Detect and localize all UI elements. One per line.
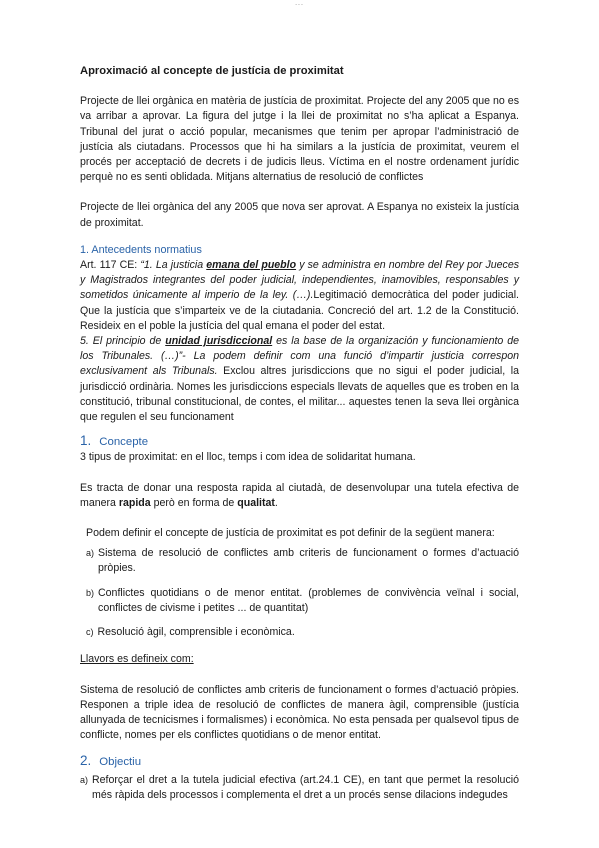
list-item-text: Conflictes quotidians o de menor entitat. (problemes de convivència veïnal i social, conflictes de civisme i petites ... de quantitat) (98, 586, 519, 614)
list-item (80, 546, 519, 576)
list-marker: a) (86, 548, 95, 559)
document-page (80, 64, 519, 803)
concepte-proximity-types: 3 tipus de proximitat: en el lloc, temps i com idea de solidaritat humana. (80, 451, 416, 464)
response-text-c: però en forma de (150, 496, 238, 509)
quote-1-commentary: Legitimació democràtica del poder judicial. Que la justícia que s’imparteix ve de la ciutadania. Concreció del art. 1.2 de la Constitució. Resideix en el poble la justícia del qual emana el poder del estat. (80, 289, 519, 332)
response-text-a: Es tracta de donar una resposta rapida al ciutadà, de desenvolupar una tutela efectiva de manera (80, 481, 519, 509)
response-bold-rapida: rapida (118, 496, 151, 509)
list-marker: a) (80, 774, 89, 785)
concepte-heading (80, 433, 519, 450)
objectiu-heading (80, 753, 519, 770)
response-bold-qualitat: qualitat (237, 496, 275, 509)
quote-1-emphasis: emana del pueblo (206, 259, 297, 272)
concepte-final-definition: Sistema de resolució de conflictes amb criteris de funcionament o formes d’actuació pròpies. Responen a triple idea de resolució de conflictes de manera àgil, comprensible (justícia allunyada de tecnicismes i formalismes) i econòmica. No esta pensada per qualsevol tipus de conflicte, nomes per els conflictes quotidians o de menor entitat. (80, 683, 519, 742)
antecedents-art-117-paragraph (80, 258, 519, 334)
list-item (80, 625, 519, 640)
concepte-label: Concepte (99, 436, 149, 449)
antecedents-unity-paragraph (80, 334, 519, 425)
objectiu-label: Objectiu (99, 756, 142, 769)
objectiu-number: 2. (80, 753, 92, 769)
list-item (80, 586, 519, 616)
quote-1-end: y se administra en nombre del Rey por Jueces y Magistrados integrantes del poder judicial, independientes, inamovibles, responsables y sometidos únicamente al imperio de la ley. (…). (80, 259, 520, 302)
document-title: Aproximació al concepte de justícia de proximitat (80, 65, 344, 77)
quote-1-start: “1. La justicia (140, 259, 207, 272)
list-item-text: Resolució àgil, comprensible i econòmica. (97, 626, 295, 639)
quote-5-end: es la base de la organización y funcionamiento de los Tribunales. (…)”- La podem definir com una funció d’impartir justicia correspon exclusivament als Tribunals. (80, 335, 520, 378)
quote-5-emphasis: unidad jurisdiccional (165, 335, 273, 348)
list-marker: b) (86, 587, 95, 598)
concepte-definition-intro: Podem definir el concepte de justícia de proximitat es pot definir de la següent manera: (86, 527, 495, 540)
intro-paragraph: Projecte de llei orgànica en matèria de justícia de proximitat. Projecte del any 2005 que no es va arribar a aprovar. La figura del jutge i la llei de proximitat no s’ha aplicat a Espanya. Tribunal del jurat o acció popular, mecanismes que tenim per apropar l’administració de justícia als ciutadans. Processos que hi ha similars a la justícia de proximitat, veurem el procés per acceptació de decrets i de judicis lleus. Víctima en el nostre ordenament jurídic perquè no es senti oblidada. Mitjans alternatius de resolució de conflictes (80, 95, 519, 184)
page-top-mark: ... (295, 0, 304, 7)
second-paragraph: Projecte de llei orgànica del any 2005 que nova ser aprovat. A Espanya no existeix la justícia de proximitat. (80, 201, 519, 229)
list-item (80, 773, 519, 803)
list-item-text: Reforçar el dret a la tutela judicial efectiva (art.24.1 CE), en tant que permet la resolució més ràpida dels processos i complementa el dret a un procés sense dilacions indegudes (92, 773, 519, 801)
list-marker: c) (86, 627, 94, 638)
quote-5-commentary: Exclou altres jurisdiccions que no sigui el poder judicial, la jurisdicció ordinària. Nomes les jurisdiccions especials llevats de aquelles que es troben en la constitució, tribunal constitucional, de contes, el militar... aquestes tenen la seva llei orgànica que regulen el seu funcionament (80, 365, 520, 424)
antecedents-heading: 1. Antecedents normatius (80, 243, 202, 256)
concepte-number: 1. (80, 433, 92, 449)
list-item-text: Sistema de resolució de conflictes amb criteris de funcionament o formes d’actuació pròpies. (98, 547, 519, 575)
quote-5-start: 5. El principio de (80, 335, 166, 348)
llavors-label: Llavors es defineix com: (80, 653, 194, 666)
response-text-d: . (274, 496, 278, 509)
concepte-response-paragraph (80, 481, 519, 511)
art-prefix: Art. 117 CE: (80, 259, 141, 272)
